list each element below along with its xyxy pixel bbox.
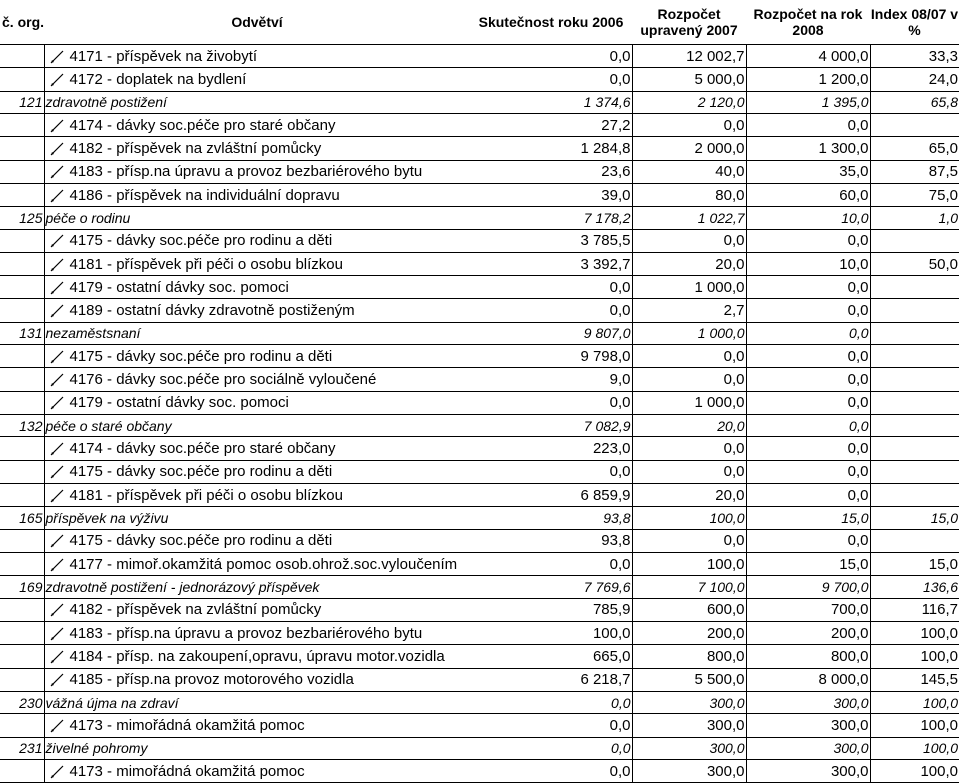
item-name-cell — [44, 645, 470, 668]
group-budget-adjusted-cell: 100,0 — [632, 507, 746, 529]
group-name-cell: péče o staré občany — [44, 415, 470, 437]
budget-cell: 300,0 — [746, 714, 870, 737]
org-cell — [0, 645, 44, 668]
group-row — [0, 691, 959, 713]
item-row — [0, 137, 959, 160]
budget-adjusted-cell: 5 000,0 — [632, 68, 746, 91]
group-budget-cell: 300,0 — [746, 737, 870, 759]
group-row — [0, 322, 959, 344]
group-actual-cell: 1 374,6 — [470, 91, 632, 113]
actual-cell: 0,0 — [470, 460, 632, 483]
budget-cell: 0,0 — [746, 229, 870, 252]
budget-adjusted-cell: 40,0 — [632, 160, 746, 183]
group-budget-cell: 0,0 — [746, 415, 870, 437]
actual-cell: 3 785,5 — [470, 229, 632, 252]
item-name: 4173 - mimořádná okamžitá pomoc — [69, 716, 305, 734]
item-name: 4173 - mimořádná okamžitá pomoc — [69, 762, 305, 780]
item-name: 4172 - doplatek na bydlení — [69, 70, 247, 88]
index-cell — [870, 368, 959, 391]
item-name-cell — [44, 484, 470, 507]
pencil-icon — [50, 50, 64, 64]
item-name: 4176 - dávky soc.péče pro sociálně vyloučené — [69, 371, 377, 389]
item-name: 4181 - příspěvek při péči o osobu blízkou — [69, 255, 343, 273]
header-budget-adjusted: Rozpočet upravený 2007 — [632, 0, 746, 45]
index-cell — [870, 460, 959, 483]
actual-cell: 1 284,8 — [470, 137, 632, 160]
group-index-cell: 1,0 — [870, 207, 959, 229]
item-name-cell — [44, 183, 470, 206]
group-actual-cell: 0,0 — [470, 691, 632, 713]
item-name-cell — [44, 759, 470, 782]
group-actual-cell: 7 769,6 — [470, 576, 632, 598]
group-index-cell: 100,0 — [870, 691, 959, 713]
pencil-icon — [50, 534, 64, 548]
org-cell — [0, 252, 44, 275]
budget-cell: 0,0 — [746, 437, 870, 460]
group-row — [0, 576, 959, 598]
group-row — [0, 415, 959, 437]
budget-adjusted-cell: 600,0 — [632, 598, 746, 621]
budget-adjusted-cell: 1 000,0 — [632, 391, 746, 414]
budget-cell: 0,0 — [746, 529, 870, 552]
item-name-cell — [44, 299, 470, 322]
index-cell: 100,0 — [870, 714, 959, 737]
item-name-cell — [44, 529, 470, 552]
org-cell — [0, 714, 44, 737]
pencil-icon — [50, 350, 64, 364]
pencil-icon — [50, 627, 64, 641]
pencil-icon — [50, 465, 64, 479]
item-row — [0, 345, 959, 368]
pencil-icon — [50, 189, 64, 203]
actual-cell: 0,0 — [470, 299, 632, 322]
group-budget-cell: 9 700,0 — [746, 576, 870, 598]
org-cell — [0, 621, 44, 644]
budget-cell: 1 300,0 — [746, 137, 870, 160]
index-cell: 100,0 — [870, 645, 959, 668]
group-budget-cell: 1 395,0 — [746, 91, 870, 113]
budget-adjusted-cell: 1 000,0 — [632, 276, 746, 299]
budget-adjusted-cell: 20,0 — [632, 252, 746, 275]
budget-adjusted-cell: 0,0 — [632, 368, 746, 391]
actual-cell: 39,0 — [470, 183, 632, 206]
group-actual-cell: 0,0 — [470, 737, 632, 759]
item-name: 4184 - přísp. na zakoupení,opravu, úpravu motor.vozidla — [69, 647, 445, 665]
budget-cell: 60,0 — [746, 183, 870, 206]
budget-adjusted-cell: 200,0 — [632, 621, 746, 644]
index-cell: 87,5 — [870, 160, 959, 183]
index-cell — [870, 276, 959, 299]
org-cell — [0, 276, 44, 299]
item-name: 4179 - ostatní dávky soc. pomoci — [69, 278, 289, 296]
item-name-cell — [44, 460, 470, 483]
item-name: 4177 - mimoř.okamžitá pomoc osob.ohrož.soc.vyloučením — [69, 555, 458, 573]
budget-adjusted-cell: 0,0 — [632, 345, 746, 368]
group-budget-cell: 15,0 — [746, 507, 870, 529]
budget-adjusted-cell: 0,0 — [632, 437, 746, 460]
item-row — [0, 68, 959, 91]
item-row — [0, 714, 959, 737]
group-actual-cell: 7 082,9 — [470, 415, 632, 437]
org-cell — [0, 345, 44, 368]
group-name-cell: zdravotně postižení — [44, 91, 470, 113]
item-name-cell — [44, 229, 470, 252]
group-org-cell: 132 — [0, 415, 44, 437]
index-cell: 33,3 — [870, 45, 959, 68]
budget-adjusted-cell: 80,0 — [632, 183, 746, 206]
group-index-cell — [870, 415, 959, 437]
budget-adjusted-cell: 2 000,0 — [632, 137, 746, 160]
group-name-cell: zdravotně postižení - jednorázový příspěvek — [44, 576, 470, 598]
org-cell — [0, 553, 44, 576]
actual-cell: 0,0 — [470, 68, 632, 91]
org-cell — [0, 598, 44, 621]
header-index: Index 08/07 v % — [870, 0, 959, 45]
index-cell — [870, 113, 959, 136]
org-cell — [0, 391, 44, 414]
header-budget: Rozpočet na rok 2008 — [746, 0, 870, 45]
item-name-cell — [44, 391, 470, 414]
budget-cell: 0,0 — [746, 299, 870, 322]
index-cell: 75,0 — [870, 183, 959, 206]
item-row — [0, 598, 959, 621]
group-org-cell: 121 — [0, 91, 44, 113]
group-row — [0, 91, 959, 113]
group-budget-cell: 300,0 — [746, 691, 870, 713]
group-actual-cell: 9 807,0 — [470, 322, 632, 344]
org-cell — [0, 529, 44, 552]
pencil-icon — [50, 442, 64, 456]
group-name-cell: nezaměstsnaní — [44, 322, 470, 344]
pencil-icon — [50, 234, 64, 248]
index-cell: 100,0 — [870, 621, 959, 644]
pencil-icon — [50, 142, 64, 156]
index-cell — [870, 391, 959, 414]
org-cell — [0, 160, 44, 183]
header-row — [0, 0, 959, 45]
index-cell — [870, 229, 959, 252]
group-row — [0, 507, 959, 529]
budget-cell: 200,0 — [746, 621, 870, 644]
budget-cell: 35,0 — [746, 160, 870, 183]
item-name: 4174 - dávky soc.péče pro staré občany — [69, 116, 336, 134]
item-name-cell — [44, 668, 470, 691]
org-cell — [0, 368, 44, 391]
pencil-icon — [50, 558, 64, 572]
item-name: 4182 - příspěvek na zvláštní pomůcky — [69, 601, 322, 619]
header-actual: Skutečnost roku 2006 — [470, 0, 632, 45]
item-row — [0, 529, 959, 552]
pencil-icon — [50, 603, 64, 617]
item-name: 4175 - dávky soc.péče pro rodinu a děti — [69, 347, 333, 365]
item-name-cell — [44, 714, 470, 737]
group-org-cell: 231 — [0, 737, 44, 759]
actual-cell: 0,0 — [470, 391, 632, 414]
group-index-cell — [870, 322, 959, 344]
org-cell — [0, 299, 44, 322]
pencil-icon — [50, 258, 64, 272]
item-row — [0, 668, 959, 691]
item-name-cell — [44, 368, 470, 391]
item-row — [0, 460, 959, 483]
item-row — [0, 252, 959, 275]
index-cell: 24,0 — [870, 68, 959, 91]
actual-cell: 0,0 — [470, 45, 632, 68]
pencil-icon — [50, 396, 64, 410]
pencil-icon — [50, 119, 64, 133]
budget-adjusted-cell: 12 002,7 — [632, 45, 746, 68]
item-name-cell — [44, 621, 470, 644]
item-row — [0, 299, 959, 322]
actual-cell: 23,6 — [470, 160, 632, 183]
group-org-cell: 230 — [0, 691, 44, 713]
item-row — [0, 229, 959, 252]
actual-cell: 0,0 — [470, 276, 632, 299]
item-row — [0, 276, 959, 299]
group-org-cell: 131 — [0, 322, 44, 344]
item-name: 4185 - přísp.na provoz motorového vozidla — [69, 671, 354, 689]
index-cell: 15,0 — [870, 553, 959, 576]
actual-cell: 0,0 — [470, 714, 632, 737]
actual-cell: 27,2 — [470, 113, 632, 136]
item-row — [0, 621, 959, 644]
actual-cell: 3 392,7 — [470, 252, 632, 275]
item-name: 4186 - příspěvek na individuální dopravu — [69, 186, 340, 204]
budget-cell: 0,0 — [746, 368, 870, 391]
pencil-icon — [50, 281, 64, 295]
item-row — [0, 645, 959, 668]
item-name-cell — [44, 345, 470, 368]
actual-cell: 6 859,9 — [470, 484, 632, 507]
pencil-icon — [50, 165, 64, 179]
actual-cell: 785,9 — [470, 598, 632, 621]
group-actual-cell: 93,8 — [470, 507, 632, 529]
item-row — [0, 553, 959, 576]
org-cell — [0, 183, 44, 206]
index-cell: 145,5 — [870, 668, 959, 691]
pencil-icon — [50, 765, 64, 779]
item-name: 4183 - přísp.na úpravu a provoz bezbariérového bytu — [69, 624, 423, 642]
budget-cell: 15,0 — [746, 553, 870, 576]
item-row — [0, 437, 959, 460]
group-index-cell: 100,0 — [870, 737, 959, 759]
group-budget-adjusted-cell: 300,0 — [632, 737, 746, 759]
group-budget-adjusted-cell: 7 100,0 — [632, 576, 746, 598]
budget-cell: 1 200,0 — [746, 68, 870, 91]
org-cell — [0, 113, 44, 136]
group-org-cell: 169 — [0, 576, 44, 598]
item-row — [0, 160, 959, 183]
budget-cell: 700,0 — [746, 598, 870, 621]
item-name-cell — [44, 553, 470, 576]
budget-cell: 4 000,0 — [746, 45, 870, 68]
budget-adjusted-cell: 0,0 — [632, 460, 746, 483]
budget-cell: 0,0 — [746, 345, 870, 368]
item-row — [0, 368, 959, 391]
group-budget-adjusted-cell: 20,0 — [632, 415, 746, 437]
budget-cell: 300,0 — [746, 759, 870, 782]
index-cell — [870, 437, 959, 460]
budget-adjusted-cell: 0,0 — [632, 529, 746, 552]
item-name-cell — [44, 45, 470, 68]
budget-adjusted-cell: 300,0 — [632, 759, 746, 782]
budget-cell: 800,0 — [746, 645, 870, 668]
header-org: č. org. — [0, 0, 44, 45]
budget-cell: 0,0 — [746, 113, 870, 136]
group-budget-adjusted-cell: 300,0 — [632, 691, 746, 713]
group-index-cell: 15,0 — [870, 507, 959, 529]
item-name: 4181 - příspěvek při péči o osobu blízkou — [69, 486, 343, 504]
org-cell — [0, 137, 44, 160]
group-budget-adjusted-cell: 2 120,0 — [632, 91, 746, 113]
item-row — [0, 391, 959, 414]
item-name: 4183 - přísp.na úpravu a provoz bezbariérového bytu — [69, 163, 423, 181]
group-budget-adjusted-cell: 1 022,7 — [632, 207, 746, 229]
pencil-icon — [50, 650, 64, 664]
item-row — [0, 759, 959, 782]
item-name-cell — [44, 252, 470, 275]
item-name-cell — [44, 598, 470, 621]
actual-cell: 100,0 — [470, 621, 632, 644]
group-index-cell: 65,8 — [870, 91, 959, 113]
actual-cell: 223,0 — [470, 437, 632, 460]
group-budget-cell: 0,0 — [746, 322, 870, 344]
header-name: Odvětví — [44, 0, 470, 45]
pencil-icon — [50, 373, 64, 387]
actual-cell: 0,0 — [470, 759, 632, 782]
org-cell — [0, 759, 44, 782]
budget-adjusted-cell: 100,0 — [632, 553, 746, 576]
item-name: 4182 - příspěvek na zvláštní pomůcky — [69, 139, 322, 157]
budget-cell: 0,0 — [746, 484, 870, 507]
org-cell — [0, 484, 44, 507]
group-name-cell: vážná újma na zdraví — [44, 691, 470, 713]
pencil-icon — [50, 304, 64, 318]
group-name-cell: příspěvek na výživu — [44, 507, 470, 529]
index-cell: 65,0 — [870, 137, 959, 160]
budget-cell: 8 000,0 — [746, 668, 870, 691]
item-name: 4175 - dávky soc.péče pro rodinu a děti — [69, 463, 333, 481]
index-cell — [870, 299, 959, 322]
item-name: 4189 - ostatní dávky zdravotně postiženým — [69, 302, 355, 320]
group-org-cell: 165 — [0, 507, 44, 529]
item-row — [0, 183, 959, 206]
index-cell: 100,0 — [870, 759, 959, 782]
actual-cell: 6 218,7 — [470, 668, 632, 691]
actual-cell: 93,8 — [470, 529, 632, 552]
item-name-cell — [44, 276, 470, 299]
org-cell — [0, 460, 44, 483]
actual-cell: 0,0 — [470, 553, 632, 576]
org-cell — [0, 668, 44, 691]
group-org-cell: 125 — [0, 207, 44, 229]
budget-adjusted-cell: 0,0 — [632, 113, 746, 136]
item-name: 4179 - ostatní dávky soc. pomoci — [69, 394, 289, 412]
item-name: 4171 - příspěvek na živobytí — [69, 47, 258, 65]
group-row — [0, 207, 959, 229]
budget-adjusted-cell: 300,0 — [632, 714, 746, 737]
budget-adjusted-cell: 20,0 — [632, 484, 746, 507]
pencil-icon — [50, 673, 64, 687]
item-row — [0, 45, 959, 68]
group-index-cell: 136,6 — [870, 576, 959, 598]
index-cell — [870, 529, 959, 552]
item-row — [0, 113, 959, 136]
item-name: 4175 - dávky soc.péče pro rodinu a děti — [69, 232, 333, 250]
item-name: 4175 - dávky soc.péče pro rodinu a děti — [69, 532, 333, 550]
org-cell — [0, 68, 44, 91]
index-cell: 116,7 — [870, 598, 959, 621]
index-cell — [870, 484, 959, 507]
pencil-icon — [50, 719, 64, 733]
index-cell: 50,0 — [870, 252, 959, 275]
group-row — [0, 737, 959, 759]
pencil-icon — [50, 73, 64, 87]
budget-adjusted-cell: 5 500,0 — [632, 668, 746, 691]
item-name: 4174 - dávky soc.péče pro staré občany — [69, 440, 336, 458]
group-name-cell: péče o rodinu — [44, 207, 470, 229]
item-name-cell — [44, 113, 470, 136]
budget-adjusted-cell: 800,0 — [632, 645, 746, 668]
budget-adjusted-cell: 0,0 — [632, 229, 746, 252]
pencil-icon — [50, 489, 64, 503]
budget-cell: 0,0 — [746, 276, 870, 299]
actual-cell: 9,0 — [470, 368, 632, 391]
org-cell — [0, 45, 44, 68]
item-name-cell — [44, 160, 470, 183]
group-budget-adjusted-cell: 1 000,0 — [632, 322, 746, 344]
budget-cell: 0,0 — [746, 391, 870, 414]
org-cell — [0, 229, 44, 252]
actual-cell: 665,0 — [470, 645, 632, 668]
budget-cell: 10,0 — [746, 252, 870, 275]
org-cell — [0, 437, 44, 460]
item-name-cell — [44, 68, 470, 91]
actual-cell: 9 798,0 — [470, 345, 632, 368]
item-name-cell — [44, 137, 470, 160]
group-name-cell: živelné pohromy — [44, 737, 470, 759]
budget-cell: 0,0 — [746, 460, 870, 483]
group-budget-cell: 10,0 — [746, 207, 870, 229]
index-cell — [870, 345, 959, 368]
item-name-cell — [44, 437, 470, 460]
budget-adjusted-cell: 2,7 — [632, 299, 746, 322]
group-actual-cell: 7 178,2 — [470, 207, 632, 229]
item-row — [0, 484, 959, 507]
